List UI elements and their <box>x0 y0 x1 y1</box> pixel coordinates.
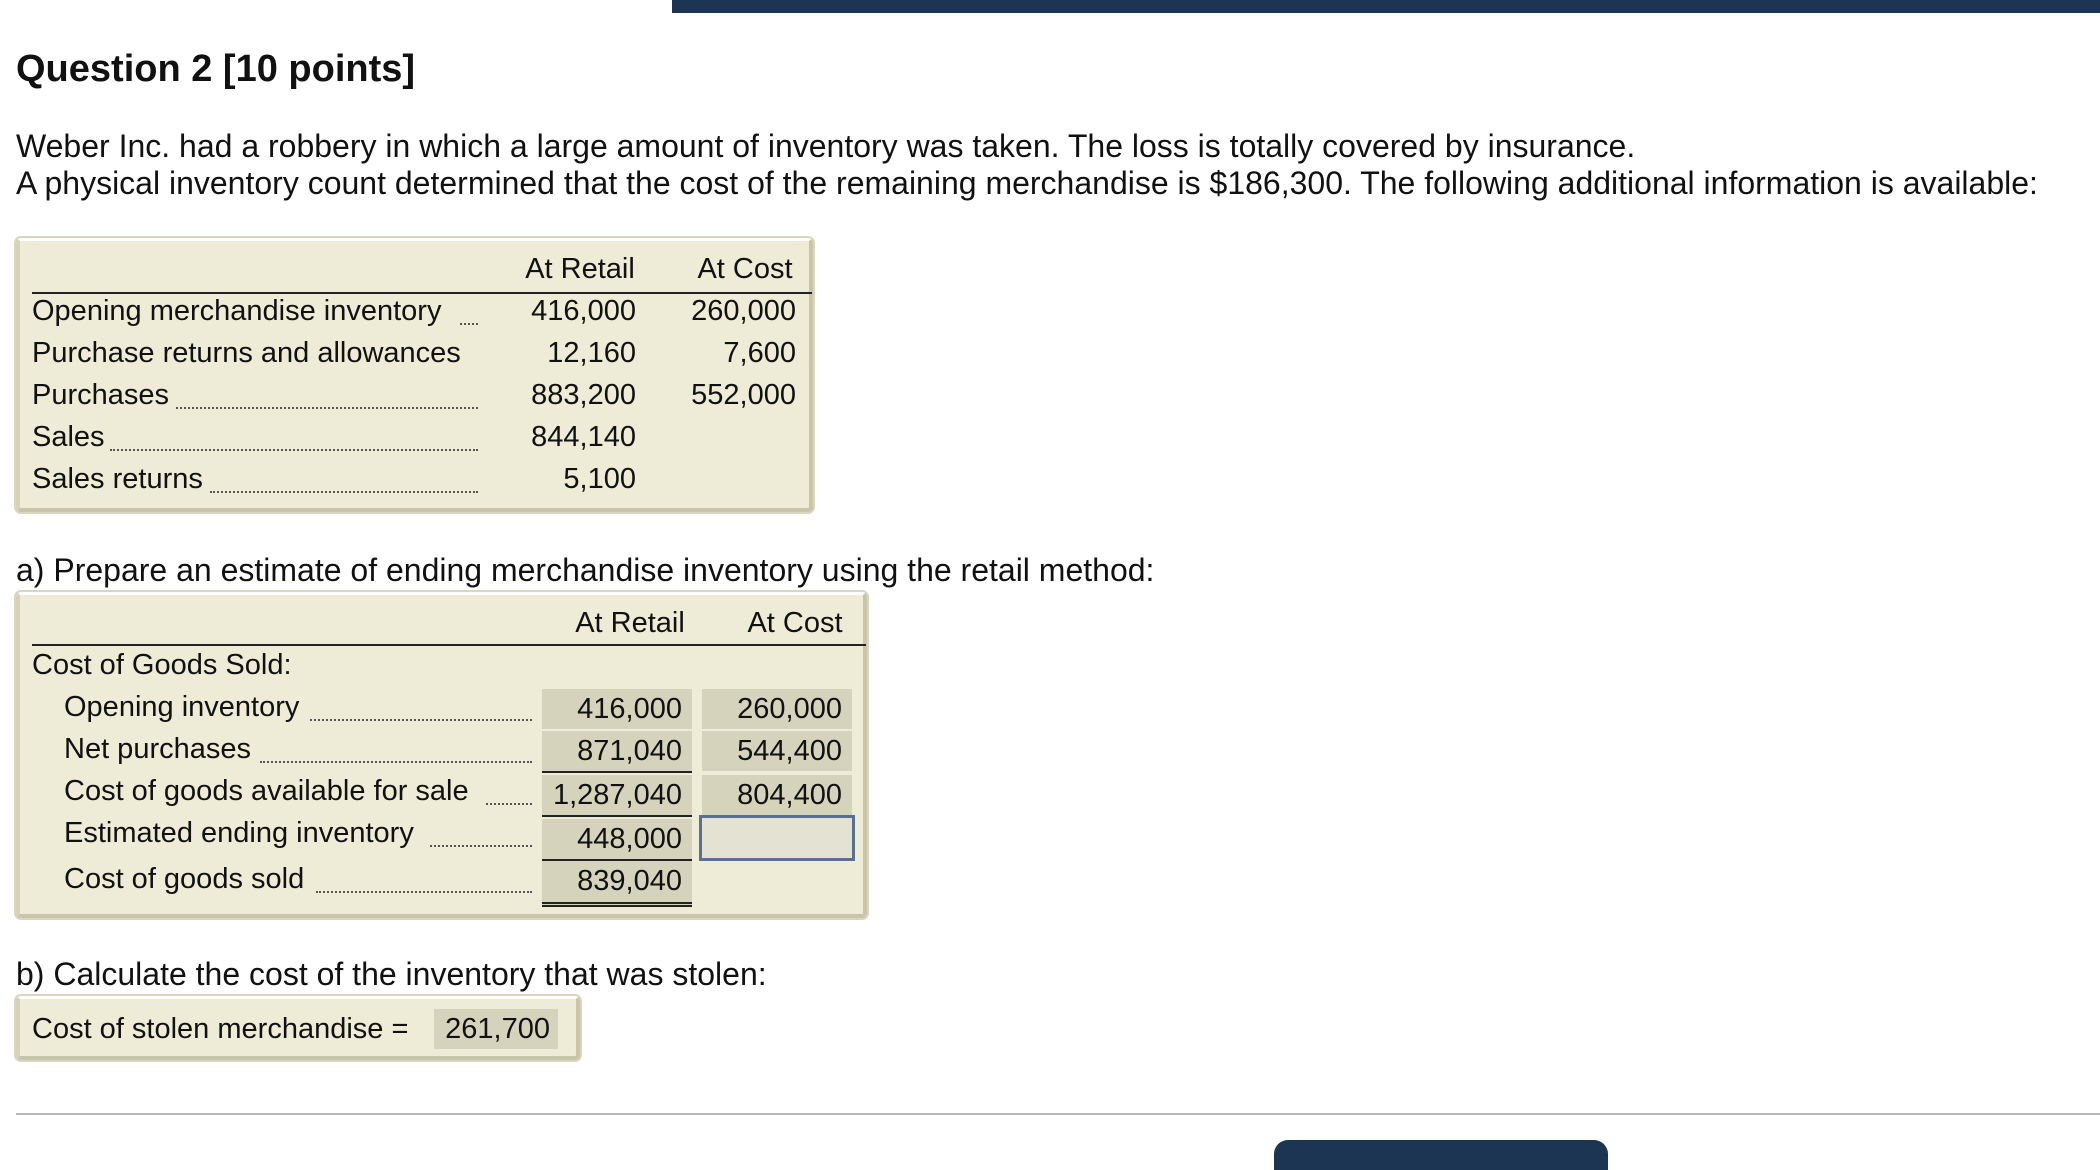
info-row-label: Sales returns <box>32 463 203 495</box>
info-row-cost: 552,000 <box>691 379 796 411</box>
info-row-cost: 260,000 <box>691 295 796 327</box>
question-title: Question 2 [10 points] <box>16 48 416 90</box>
ending-inventory-retail-cell: 448,000 <box>542 819 692 861</box>
leader-dots <box>260 761 532 763</box>
net-purchases-retail-cell: 871,040 <box>542 731 692 773</box>
top-progress-bar <box>672 0 2100 13</box>
info-header-retail: At Retail <box>525 253 635 285</box>
net-purchases-cost-cell: 544,400 <box>702 731 852 771</box>
part-a-row-label: Cost of goods available for sale <box>64 775 469 807</box>
ending-inventory-cost-input[interactable] <box>699 815 855 861</box>
info-row-retail: 5,100 <box>563 463 636 495</box>
info-table-panel <box>16 238 813 512</box>
leader-dots <box>430 845 532 847</box>
part-b-prompt: b) Calculate the cost of the inventory that was stolen: <box>16 956 767 992</box>
info-row-retail: 844,140 <box>531 421 636 453</box>
info-row-cost: 7,600 <box>723 337 796 369</box>
info-row-retail: 416,000 <box>531 295 636 327</box>
intro-line-1: Weber Inc. had a robbery in which a large amount of inventory was taken. The loss is totally covered by insurance. <box>16 128 1636 164</box>
info-row-label: Sales <box>32 421 105 453</box>
info-row-label: Purchases <box>32 379 170 411</box>
leader-dots <box>486 803 532 805</box>
intro-line-2: A physical inventory count determined that the cost of the remaining merchandise is $186,300. The following additional information is available: <box>16 165 2038 201</box>
info-row-label: Opening merchandise inventory <box>32 295 442 327</box>
leader-dots <box>110 449 478 451</box>
part-a-row-label: Estimated ending inventory <box>64 817 414 849</box>
goods-available-retail-cell: 1,287,040 <box>542 775 692 817</box>
part-a-panel <box>16 592 867 918</box>
opening-inventory-retail-cell: 416,000 <box>542 689 692 729</box>
part-a-row-label: Cost of goods sold <box>64 863 305 895</box>
part-a-header-rule <box>32 644 866 646</box>
cogs-retail-cell: 839,040 <box>542 861 692 907</box>
info-row-retail: 883,200 <box>531 379 636 411</box>
stolen-merchandise-label: Cost of stolen merchandise = <box>32 1013 409 1045</box>
part-a-header-retail: At Retail <box>575 607 685 639</box>
submit-button[interactable] <box>1274 1140 1608 1170</box>
leader-dots <box>210 491 478 493</box>
part-a-row-label: Net purchases <box>64 733 251 765</box>
opening-inventory-cost-cell: 260,000 <box>702 689 852 729</box>
bottom-divider <box>16 1113 2100 1115</box>
info-row-label: Purchase returns and allowances <box>32 337 461 369</box>
leader-dots <box>176 407 478 409</box>
stolen-merchandise-value-cell: 261,700 <box>434 1009 558 1049</box>
part-a-header-cost: At Cost <box>747 607 843 639</box>
info-row-retail: 12,160 <box>547 337 636 369</box>
goods-available-cost-cell: 804,400 <box>702 775 852 815</box>
leader-dots <box>310 719 532 721</box>
part-a-prompt: a) Prepare an estimate of ending merchandise inventory using the retail method: <box>16 552 1155 588</box>
part-a-row-label: Opening inventory <box>64 691 300 723</box>
leader-dots <box>316 891 532 893</box>
part-b-panel <box>16 996 580 1060</box>
leader-dots <box>460 323 478 325</box>
cogs-section-label: Cost of Goods Sold: <box>32 649 292 681</box>
info-header-cost: At Cost <box>697 253 793 285</box>
question-intro <box>16 128 2038 202</box>
